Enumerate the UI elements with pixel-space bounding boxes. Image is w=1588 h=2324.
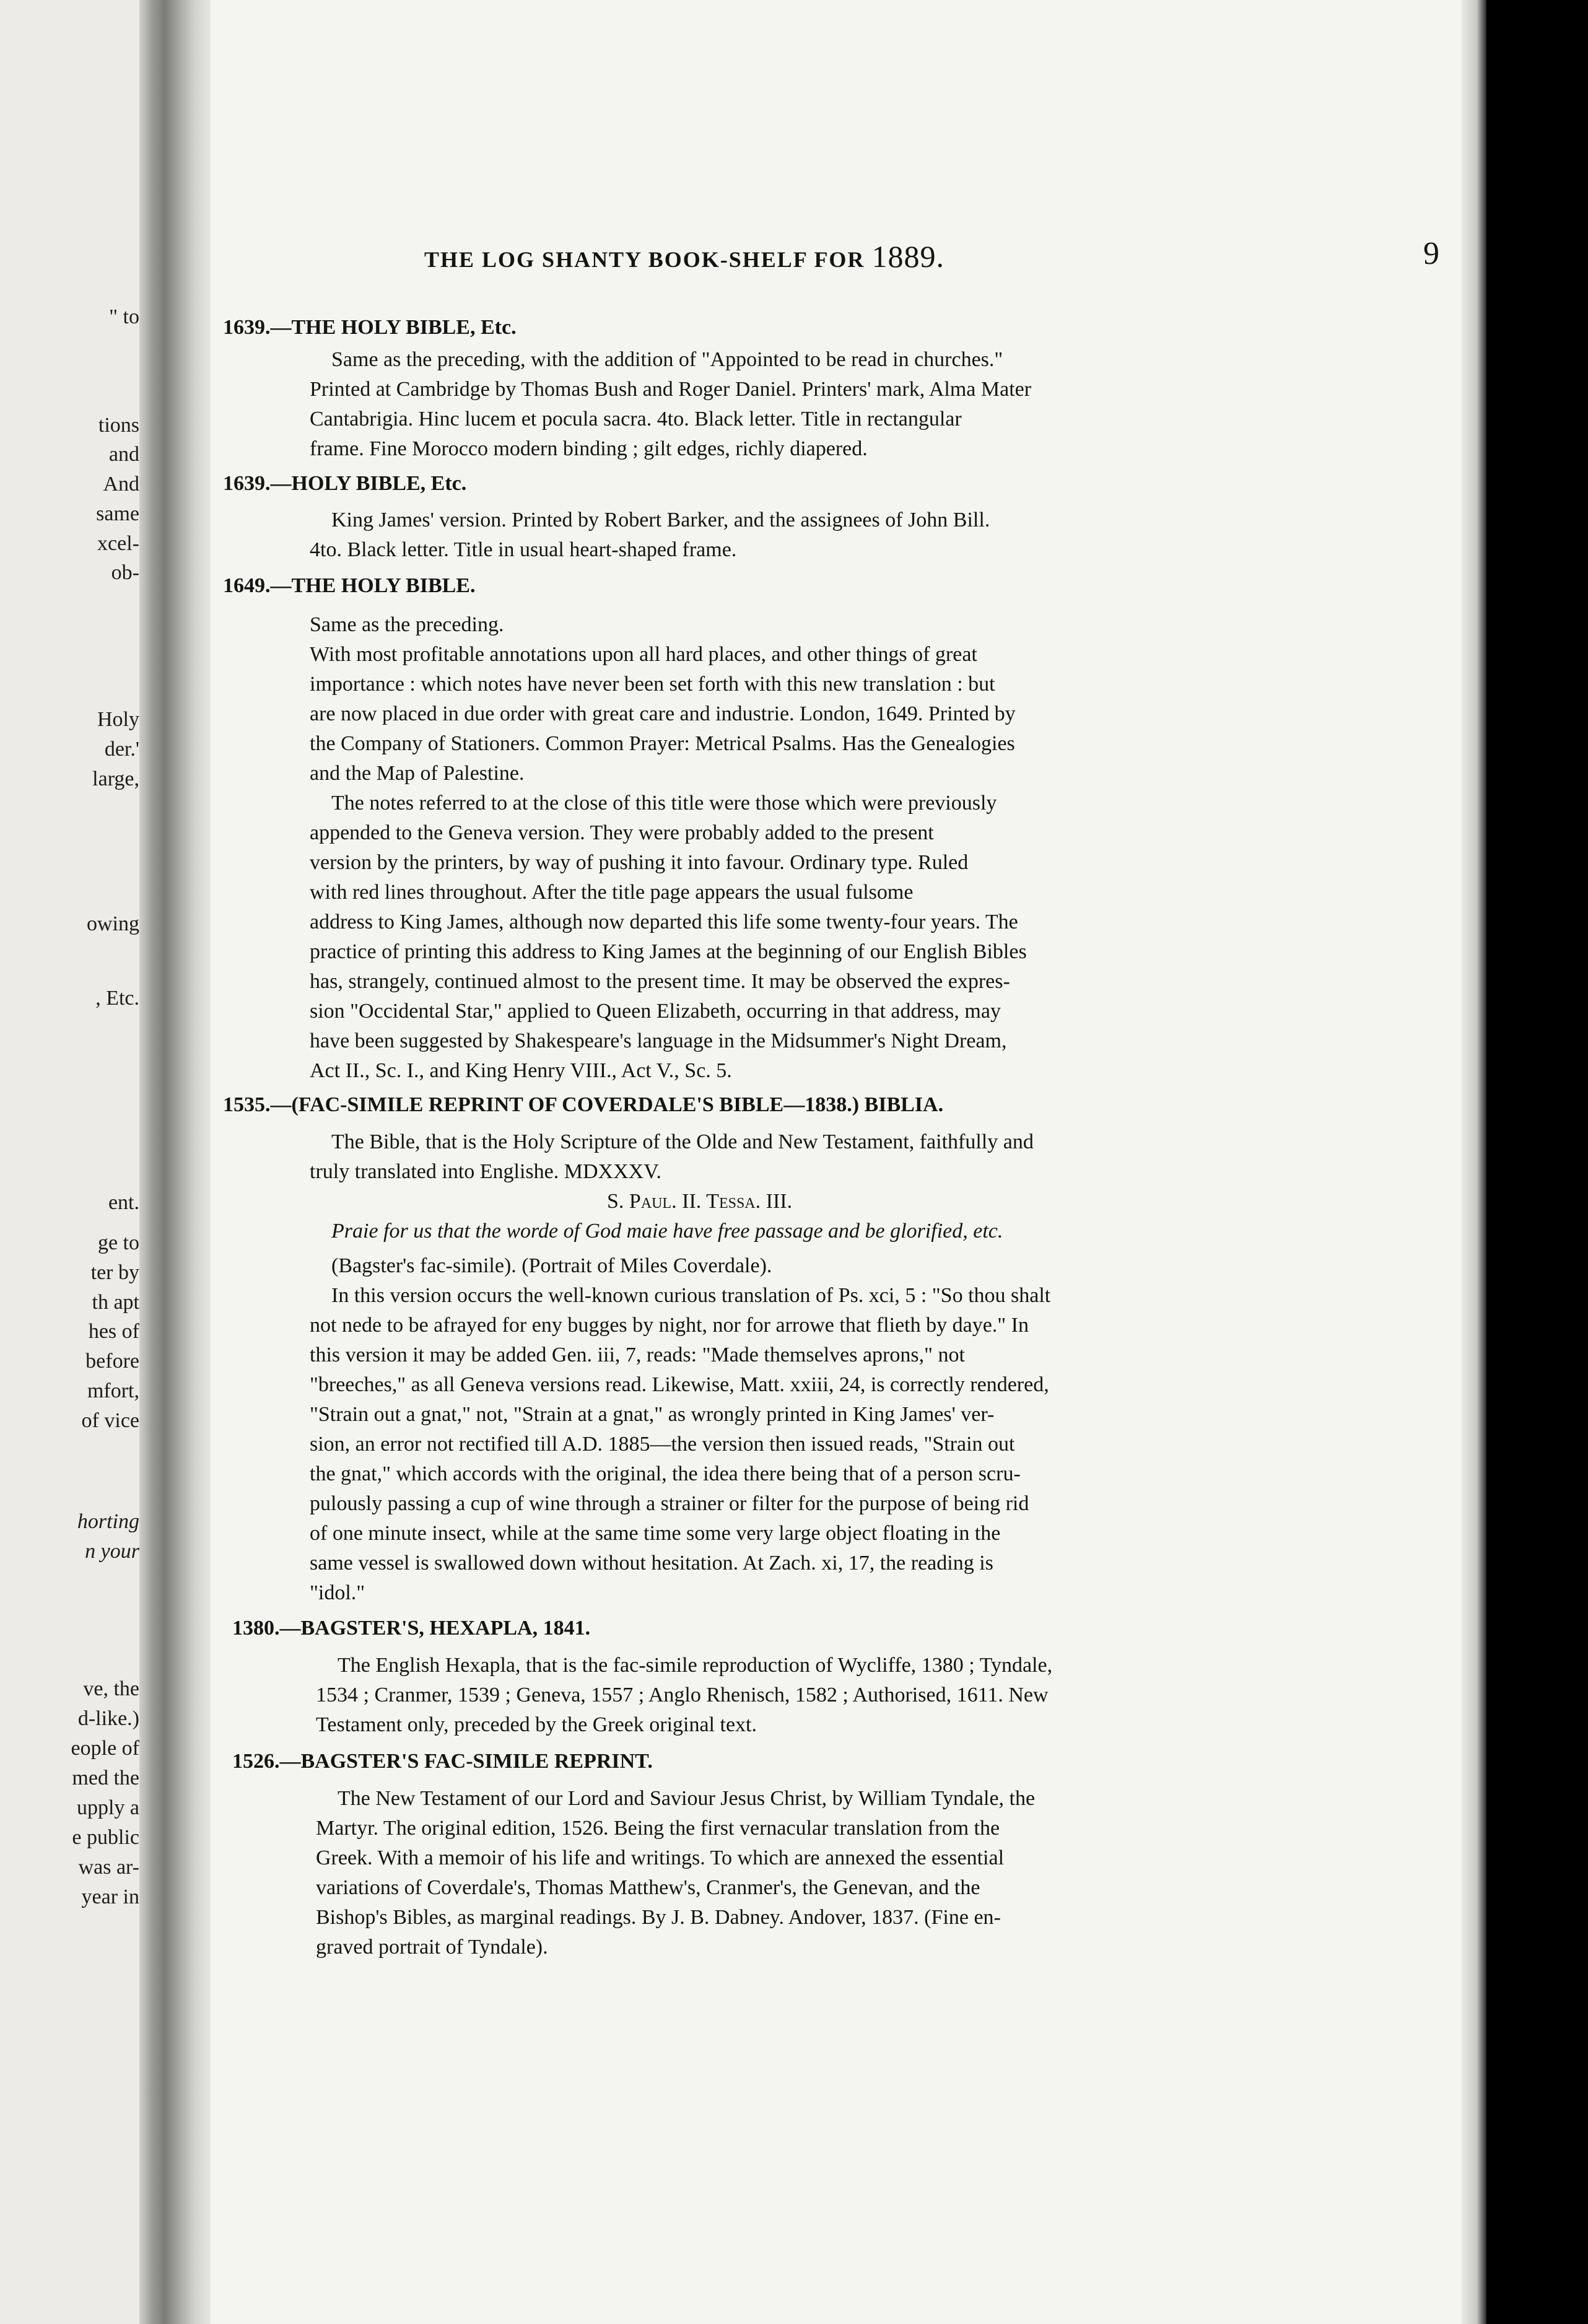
body-line: 1534 ; Cranmer, 1539 ; Geneva, 1557 ; Anglo Rhenisch, 1582 ; Authorised, 1611. New (316, 1684, 1049, 1706)
margin-fragment: ter by (90, 1261, 139, 1284)
body-line: King James' version. Printed by Robert Barker, and the assignees of John Bill. (331, 509, 990, 531)
body-line: With most profitable annotations upon all hard places, and other things of great (310, 643, 977, 666)
body-line: "idol." (310, 1581, 365, 1604)
body-line: variations of Coverdale's, Thomas Matthew's, Cranmer's, the Genevan, and the (316, 1876, 980, 1899)
body-line: 4to. Black letter. Title in usual heart-shaped frame. (310, 538, 737, 561)
margin-fragment: med the (72, 1767, 139, 1789)
body-line: same vessel is swallowed down without hesitation. At Zach. xi, 17, the reading is (310, 1552, 993, 1575)
entry-heading: 1535.—(FAC-SIMILE REPRINT OF COVERDALE'S BIBLE—1838.) BIBLIA. (223, 1093, 944, 1116)
margin-fragment: hes of (88, 1320, 139, 1343)
margin-fragment: year in (81, 1885, 139, 1908)
body-line: and the Map of Palestine. (310, 762, 525, 785)
margin-fragment: ve, the (83, 1677, 139, 1700)
body-line: In this version occurs the well-known curious translation of Ps. xci, 5 : "So thou shalt (331, 1284, 1051, 1307)
margin-fragment: of vice (81, 1409, 139, 1432)
scripture-quote: Praie for us that the worde of God maie have free passage and be glorified, etc. (331, 1220, 1003, 1243)
body-line: Testament only, preceded by the Greek original text. (316, 1713, 757, 1736)
margin-fragment: ob- (111, 561, 139, 584)
margin-fragment: And (103, 473, 139, 496)
margin-fragment: th apt (92, 1291, 139, 1314)
body-line: have been suggested by Shakespeare's language in the Midsummer's Night Dream, (310, 1029, 1007, 1052)
body-line: sion, an error not rectified till A.D. 1885—the version then issued reads, "Strain out (310, 1433, 1015, 1456)
body-line: "breeches," as all Geneva versions read. Likewise, Matt. xxiii, 24, is correctly rendered, (310, 1373, 1049, 1396)
body-line: The notes referred to at the close of this title were those which were previously (331, 792, 997, 815)
body-line: frame. Fine Morocco modern binding ; gilt edges, richly diapered. (310, 437, 868, 460)
page-number: 9 (1423, 236, 1439, 271)
book-gutter (139, 0, 211, 2324)
body-line: graved portrait of Tyndale). (316, 1936, 548, 1959)
body-line: appended to the Geneva version. They were probably added to the present (310, 821, 934, 844)
body-line: practice of printing this address to King James at the beginning of our English Bibles (310, 940, 1027, 963)
margin-fragment: ent. (108, 1191, 139, 1214)
body-line: The Bible, that is the Holy Scripture of the Olde and New Testament, faithfully and (331, 1130, 1034, 1153)
margin-fragment: owing (87, 912, 139, 935)
body-line: address to King James, although now departed this life some twenty-four years. The (310, 911, 1018, 933)
margin-fragment: horting (77, 1510, 139, 1533)
entry-heading: 1649.—THE HOLY BIBLE. (223, 574, 476, 597)
body-line: Same as the preceding, with the addition of "Appointed to be read in churches." (331, 348, 1003, 371)
running-header (424, 238, 945, 274)
scripture-reference: S. Paul. II. Tessa. III. (607, 1190, 793, 1213)
margin-fragment: d-like.) (77, 1707, 139, 1730)
body-line: Greek. With a memoir of his life and writings. To which are annexed the essential (316, 1846, 1005, 1869)
margin-fragment: e public (72, 1826, 139, 1849)
body-line: The English Hexapla, that is the fac-simile reproduction of Wycliffe, 1380 ; Tyndale, (338, 1654, 1053, 1677)
margin-fragment: , Etc. (95, 987, 139, 1010)
body-line: has, strangely, continued almost to the present time. It may be observed the expres- (310, 970, 1010, 993)
body-line: Printed at Cambridge by Thomas Bush and Roger Daniel. Printers' mark, Alma Mater (310, 378, 1032, 401)
entry-heading: 1380.—BAGSTER'S, HEXAPLA, 1841. (232, 1617, 591, 1640)
margin-fragment: was ar- (78, 1856, 139, 1879)
body-line: of one minute insect, while at the same time some very large object floating in the (310, 1522, 1001, 1545)
body-line: version by the printers, by way of pushing it into favour. Ordinary type. Ruled (310, 851, 969, 874)
body-line: "Strain out a gnat," not, "Strain at a gnat," as wrongly printed in King James' ver- (310, 1403, 995, 1426)
body-line: Bishop's Bibles, as marginal readings. By J. B. Dabney. Andover, 1837. (Fine en- (316, 1906, 1001, 1929)
margin-fragment: upply a (76, 1796, 139, 1819)
body-line: sion "Occidental Star," applied to Queen Elizabeth, occurring in that address, may (310, 1000, 1001, 1023)
margin-fragment: large, (92, 767, 139, 790)
margin-fragment: and (108, 443, 139, 466)
body-line: are now placed in due order with great care and industrie. London, 1649. Printed by (310, 702, 1016, 725)
running-title: THE LOG SHANTY BOOK-SHELF FOR (424, 247, 865, 272)
body-line: Act II., Sc. I., and King Henry VIII., Act V., Sc. 5. (310, 1059, 732, 1082)
body-line: Cantabrigia. Hinc lucem et pocula sacra. 4to. Black letter. Title in rectangular (310, 408, 962, 430)
margin-fragment: n your (85, 1540, 139, 1563)
book-page (211, 0, 1462, 2324)
entry-heading: 1526.—BAGSTER'S FAC-SIMILE REPRINT. (232, 1750, 653, 1773)
margin-fragment: " to (109, 305, 139, 328)
body-line: this version it may be added Gen. iii, 7, reads: "Made themselves aprons," not (310, 1343, 965, 1366)
margin-fragment: same (96, 502, 139, 525)
body-line: (Bagster's fac-simile). (Portrait of Miles Coverdale). (331, 1254, 772, 1277)
body-line: The New Testament of our Lord and Saviour Jesus Christ, by William Tyndale, the (338, 1787, 1036, 1810)
entry-heading: 1639.—THE HOLY BIBLE, Etc. (223, 316, 517, 339)
margin-fragment: before (85, 1350, 139, 1373)
margin-fragment: eople of (71, 1737, 139, 1760)
margin-fragment: der.' (104, 738, 139, 761)
margin-fragment: tions (98, 414, 139, 437)
header-year: 1889. (871, 239, 945, 274)
body-line: Martyr. The original edition, 1526. Being the first vernacular translation from the (316, 1817, 1000, 1840)
margin-fragment: mfort, (87, 1379, 139, 1402)
body-line: importance : which notes have never been set forth with this new translation : but (310, 673, 995, 696)
body-line: Same as the preceding. (310, 613, 504, 636)
facing-page-fragment (0, 0, 139, 2324)
body-line: the Company of Stationers. Common Prayer: Metrical Psalms. Has the Genealogies (310, 732, 1015, 755)
body-line: with red lines throughout. After the title page appears the usual fulsome (310, 881, 914, 904)
body-line: pulously passing a cup of wine through a strainer or filter for the purpose of being rid (310, 1492, 1029, 1515)
page-edge-shadow (1462, 0, 1486, 2324)
body-line: truly translated into Englishe. MDXXXV. (310, 1160, 661, 1183)
body-line: not nede to be afrayed for eny bugges by night, nor for arrowe that flieth by daye." In (310, 1314, 1029, 1337)
margin-fragment: xcel- (97, 532, 139, 555)
entry-heading: 1639.—HOLY BIBLE, Etc. (223, 472, 467, 495)
margin-fragment: Holy (97, 708, 139, 731)
margin-fragment: ge to (97, 1231, 139, 1254)
body-line: the gnat," which accords with the original, the idea there being that of a person scru- (310, 1462, 1021, 1485)
